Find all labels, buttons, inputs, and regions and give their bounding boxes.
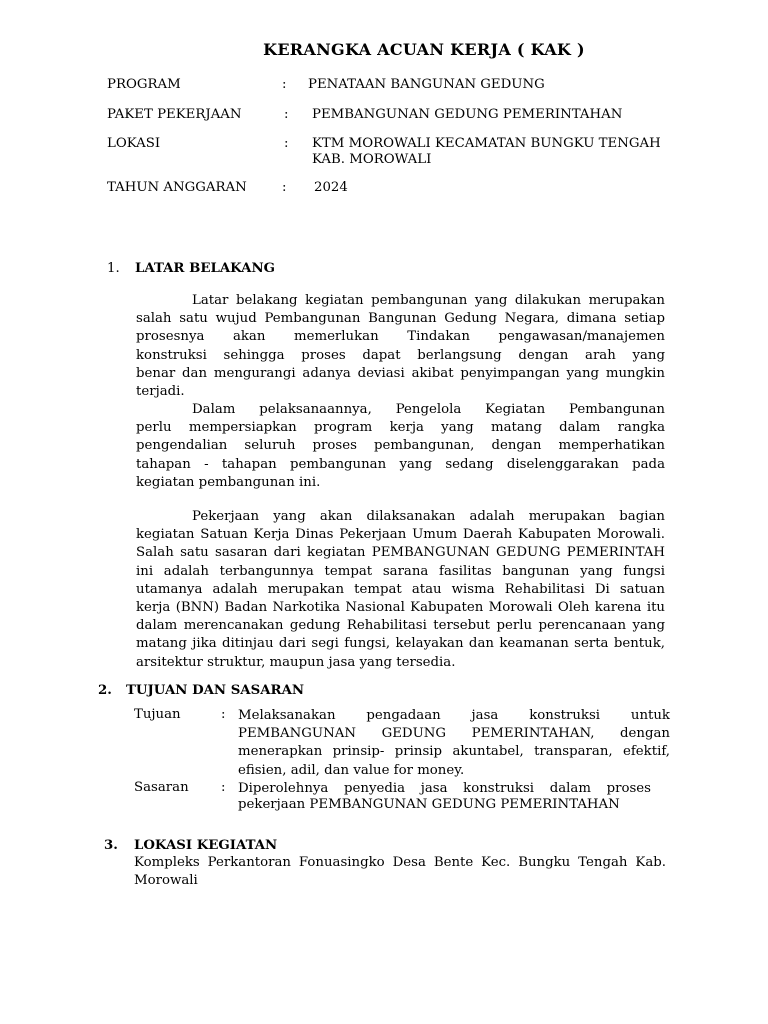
meta-value: PEMBANGUNAN GEDUNG PEMERINTAHAN — [312, 107, 623, 122]
definition-line: pekerjaan PEMBANGUNAN GEDUNG PEMERINTAHAN — [238, 797, 620, 813]
paragraph-line: salah satu wujud Pembangunan Bangunan Gedung Negara, dimana setiap — [136, 311, 665, 327]
section-title: LATAR BELAKANG — [135, 261, 275, 276]
paragraph-line: kegiatan Satuan Kerja Dinas Pekerjaan Umum Daerah Kabupaten Morowali. — [136, 527, 665, 543]
section-number: 3. — [104, 838, 118, 853]
paragraph-line: prosesnya akan memerlukan Tindakan pengawasan/manajemen — [136, 329, 665, 345]
meta-label: LOKASI — [107, 136, 161, 151]
meta-value: 2024 — [314, 180, 348, 195]
definition-text-tujuan — [238, 707, 670, 780]
paragraph-line: Latar belakang kegiatan pembangunan yang dilakukan merupakan — [192, 293, 665, 308]
meta-colon: : — [282, 77, 287, 92]
meta-label: PAKET PEKERJAAN — [107, 107, 242, 122]
definition-line: Diperolehnya penyedia jasa konstruksi dalam proses — [238, 781, 651, 796]
paragraph-line: matang jika ditinjau dari segi fungsi, kelayakan dan keamanan serta bentuk, — [136, 636, 665, 652]
section-title: TUJUAN DAN SASARAN — [126, 683, 305, 698]
definition-term-sasaran: Sasaran — [134, 780, 189, 795]
paragraph-line: perlu mempersiapkan program kerja yang matang dalam rangka — [136, 420, 665, 436]
paragraph-line: dalam merencanakan gedung Rehabilitasi tersebut perlu perencanaan yang — [136, 618, 665, 634]
location-line: Morowali — [134, 873, 198, 889]
definition-line: PEMBANGUNAN GEDUNG PEMERINTAHAN, dengan — [238, 726, 670, 742]
section-number: 2. — [98, 683, 112, 698]
paragraph-line: tahapan - tahapan pembangunan yang sedang diselenggarakan pada — [136, 456, 665, 472]
document-title: KERANGKA ACUAN KERJA ( KAK ) — [263, 40, 585, 59]
paragraph-line: ini adalah terbangunnya tempat sarana fasilitas bangunan yang fungsi — [136, 563, 665, 579]
meta-value: KTM MOROWALI KECAMATAN BUNGKU TENGAH — [312, 136, 661, 151]
paragraph-line: Dalam pelaksanaannya, Pengelola Kegiatan Pembangunan — [192, 402, 665, 417]
definition-line: menerapkan prinsip- prinsip akuntabel, transparan, efektif, — [238, 744, 670, 760]
meta-colon: : — [284, 107, 289, 122]
definition-line: efisien, adil, dan value for money. — [238, 762, 465, 778]
definition-text-sasaran — [238, 780, 651, 814]
meta-colon: : — [284, 136, 289, 151]
paragraph-line: Pekerjaan yang akan dilaksanakan adalah merupakan bagian — [192, 509, 665, 524]
meta-value: PENATAAN BANGUNAN GEDUNG — [308, 77, 545, 92]
definition-colon: : — [221, 707, 226, 722]
paragraph-line: Salah satu sasaran dari kegiatan PEMBANGUNAN GEDUNG PEMERINTAH — [136, 545, 665, 561]
paragraph-line: konstruksi sehingga proses dapat berlangsung dengan arah yang — [136, 347, 665, 363]
meta-colon: : — [282, 180, 287, 195]
paragraph-line: pengendalian seluruh proses pembangunan, dengan memperhatikan — [136, 438, 665, 454]
paragraph-line: utamanya adalah merupakan tempat atau wisma Rehabilitasi Di satuan — [136, 581, 665, 597]
meta-label: TAHUN ANGGARAN — [107, 180, 247, 195]
paragraph-latar-1 — [136, 292, 665, 401]
paragraph-latar-3 — [136, 508, 665, 672]
paragraph-line: arsitektur struktur, maupun jasa yang tersedia. — [136, 654, 456, 670]
paragraph-line: terjadi. — [136, 383, 185, 399]
location-line: Kompleks Perkantoran Fonuasingko Desa Bente Kec. Bungku Tengah Kab. — [134, 855, 666, 870]
section-title: LOKASI KEGIATAN — [134, 838, 278, 853]
definition-line: Melaksanakan pengadaan jasa konstruksi untuk — [238, 708, 670, 723]
paragraph-line: kerja (BNN) Badan Narkotika Nasional Kabupaten Morowali Oleh karena itu — [136, 599, 665, 615]
section-number: 1. — [107, 261, 120, 276]
meta-label: PROGRAM — [107, 77, 181, 92]
paragraph-latar-2 — [136, 401, 665, 492]
definition-colon: : — [221, 780, 226, 795]
definition-term-tujuan: Tujuan — [134, 707, 181, 722]
paragraph-line: kegiatan pembangunan ini. — [136, 474, 321, 490]
location-text — [134, 854, 666, 890]
paragraph-line: benar dan mengurangi adanya deviasi akibat penyimpangan yang mungkin — [136, 365, 665, 381]
meta-value: KAB. MOROWALI — [312, 152, 432, 167]
